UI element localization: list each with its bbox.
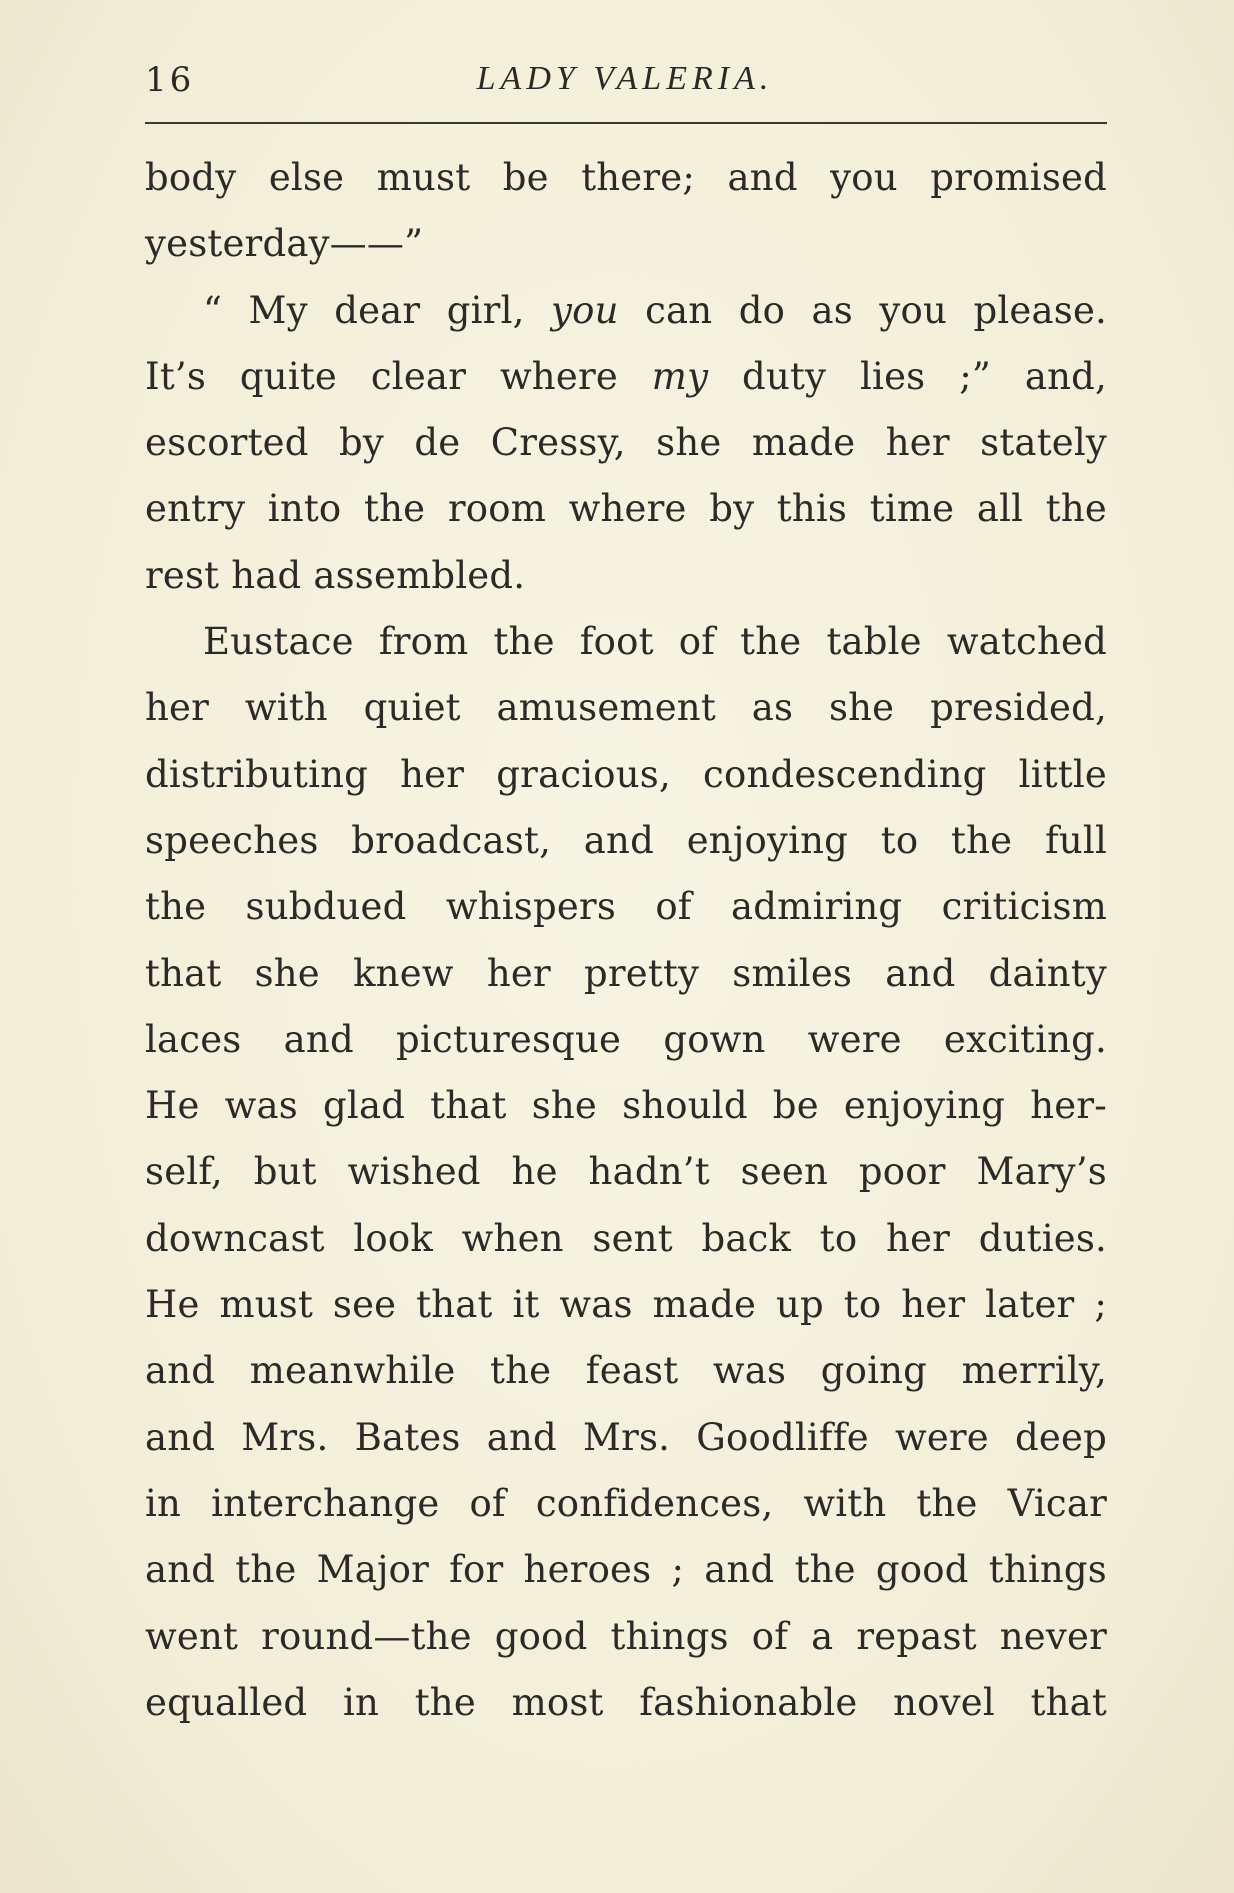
text-line: Eustace from the foot of the table watched <box>203 620 1107 664</box>
text-line: rest had assembled. <box>145 553 526 597</box>
text-line: It’s quite clear where my duty lies ;” and, <box>145 354 1108 398</box>
text-line: laces and picturesque gown were exciting. <box>145 1017 1107 1061</box>
text-line: self, but wished he hadn’t seen poor Mary’s <box>145 1150 1107 1194</box>
body-text <box>145 145 1107 1736</box>
text-line: in interchange of confidences, with the Vicar <box>145 1481 1107 1525</box>
text-line: yesterday——” <box>145 222 424 266</box>
text-line: the subdued whispers of admiring criticism <box>145 885 1107 929</box>
text-line: her with quiet amusement as she presided, <box>145 686 1107 730</box>
page-header <box>145 60 1105 104</box>
text-line: entry into the room where by this time all the <box>145 487 1107 531</box>
text-line: downcast look when sent back to her duties. <box>145 1216 1107 1260</box>
text-line: He was glad that she should be enjoying her- <box>145 1084 1107 1128</box>
text-line: that she knew her pretty smiles and dainty <box>145 951 1107 995</box>
text-line: “ My dear girl, you can do as you please. <box>203 288 1107 332</box>
text-line: equalled in the most fashionable novel that <box>145 1680 1107 1724</box>
text-line: escorted by de Cressy, she made her stately <box>145 421 1107 465</box>
text-line: went round—the good things of a repast never <box>145 1614 1107 1658</box>
page-number: 16 <box>145 60 195 100</box>
text-line: He must see that it was made up to her later ; <box>145 1283 1107 1327</box>
text-line: and the Major for heroes ; and the good things <box>145 1548 1107 1592</box>
text-line: speeches broadcast, and enjoying to the full <box>145 818 1107 862</box>
text-line: and meanwhile the feast was going merrily, <box>145 1349 1107 1393</box>
text-line: body else must be there; and you promised <box>145 156 1107 199</box>
running-title: LADY VALERIA. <box>476 60 774 97</box>
header-rule <box>145 122 1107 124</box>
text-line: distributing her gracious, condescending little <box>145 752 1107 796</box>
text-line: and Mrs. Bates and Mrs. Goodliffe were deep <box>145 1415 1107 1459</box>
